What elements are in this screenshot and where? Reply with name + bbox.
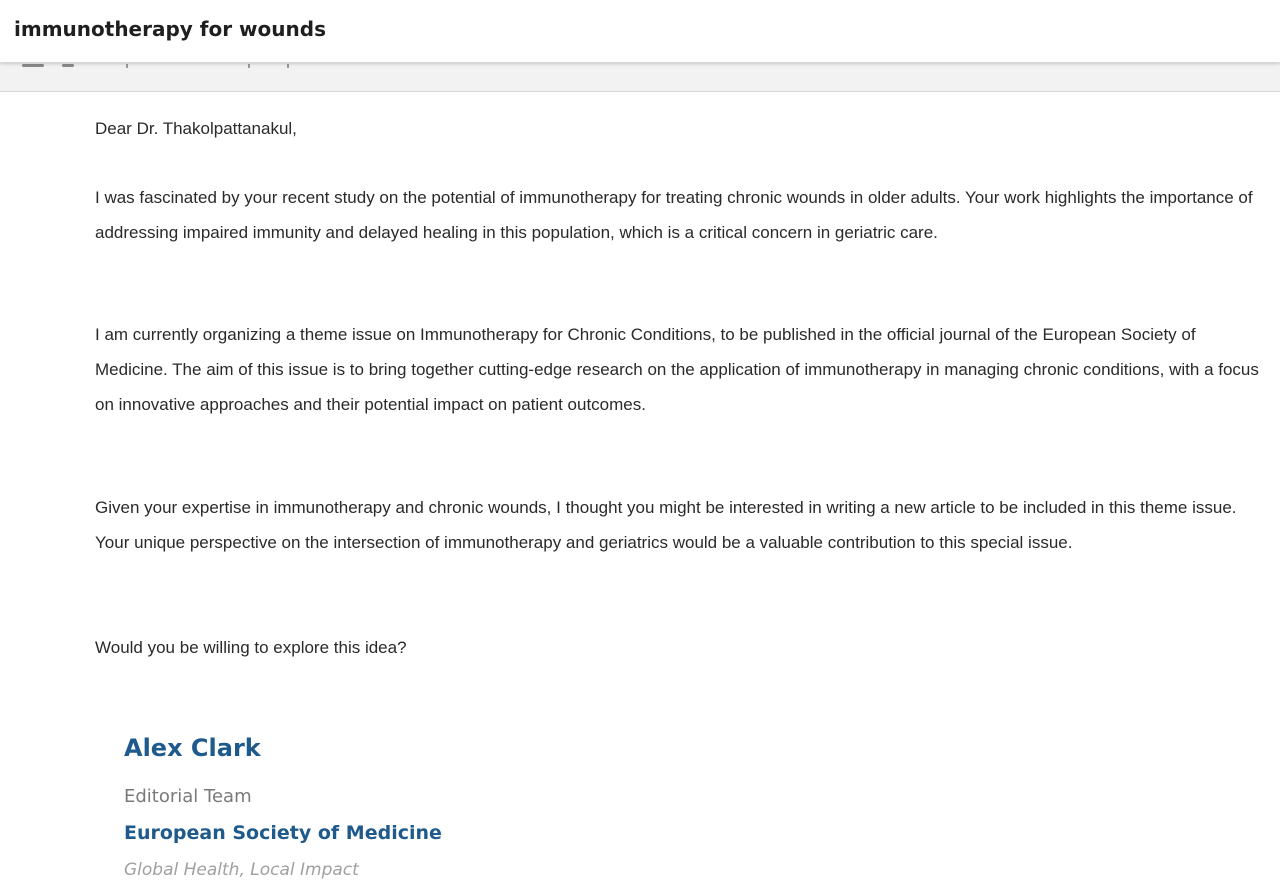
email-greeting: Dear Dr. Thakolpattanakul, bbox=[95, 119, 297, 138]
subject-header bbox=[0, 0, 1280, 63]
sender-info-strip bbox=[0, 63, 1280, 92]
sender-info-mark bbox=[248, 64, 250, 68]
signature-tagline: Global Health, Local Impact bbox=[124, 860, 359, 880]
email-paragraph: Given your expertise in immunotherapy and chronic wounds, I thought you might be interested in writing a new article to be included in this theme issue. Your unique perspective on the intersection of immunotherapy and geriatrics would be a valuable contribution to this special issue. bbox=[95, 498, 1237, 552]
email-paragraph: I was fascinated by your recent study on the potential of immunotherapy for treating chronic wounds in older adults. Your work highlights the importance of addressing impaired immunity and delayed healing in this population, which is a critical concern in geriatric care. bbox=[95, 188, 1253, 242]
sender-info-mark bbox=[62, 64, 74, 67]
signature-role: Editorial Team bbox=[124, 786, 252, 807]
email-paragraph: Would you be willing to explore this idea? bbox=[95, 638, 407, 657]
sender-info-mark bbox=[287, 64, 289, 68]
sender-avatar-icon bbox=[22, 64, 44, 67]
email-paragraph: I am currently organizing a theme issue on Immunotherapy for Chronic Conditions, to be published in the official journal of the European Society of Medicine. The aim of this issue is to bring together cutting-edge research on the application of immunotherapy in managing chronic conditions, with a focus on innovative approaches and their potential impact on patient outcomes. bbox=[95, 325, 1259, 414]
signature-name: Alex Clark bbox=[124, 734, 261, 762]
sender-info-mark bbox=[126, 64, 128, 68]
signature-organization: European Society of Medicine bbox=[124, 822, 442, 844]
email-subject: immunotherapy for wounds bbox=[14, 17, 326, 41]
